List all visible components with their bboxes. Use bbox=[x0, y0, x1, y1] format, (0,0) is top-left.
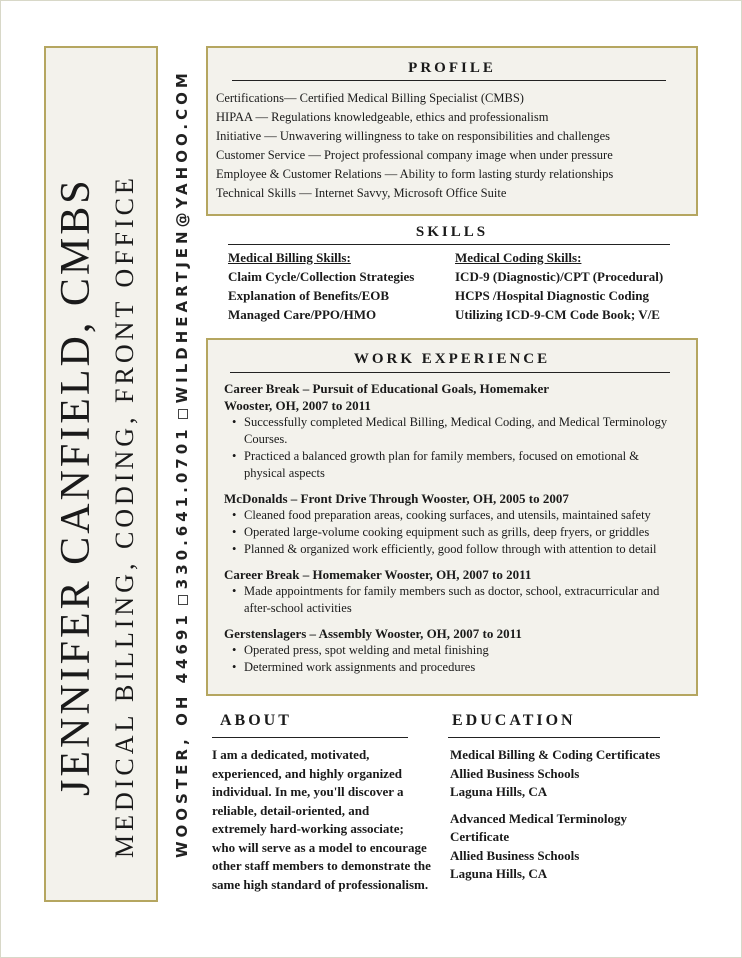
about-line: other staff members to demonstrate the bbox=[212, 858, 431, 873]
job-entry bbox=[224, 490, 680, 558]
profile-line: Employee & Customer Relations — Ability to form lasting sturdy relationships bbox=[216, 167, 614, 181]
education-line: Allied Business Schools bbox=[450, 765, 580, 781]
about-line: who will serve as a model to encourage bbox=[212, 839, 427, 855]
job-bullet: • Practiced a balanced growth plan for family members, focused on emotional & physical aspects bbox=[234, 448, 680, 482]
job-entry bbox=[224, 380, 680, 482]
work-content bbox=[224, 380, 680, 684]
skill-item: Explanation of Benefits/EOB bbox=[228, 288, 390, 303]
job-bullet: • Cleaned food preparation areas, cooking surfaces, and utensils, maintained safety bbox=[234, 507, 680, 524]
about-line: I am a dedicated, motivated, bbox=[212, 747, 370, 762]
about-body bbox=[212, 746, 448, 894]
about-line: reliable, detail-oriented, and bbox=[212, 802, 370, 818]
job-bullet: • Made appointments for family members such as doctor, school, extracurricular and after-school activities bbox=[234, 583, 680, 617]
profile-line: Technical Skills — Internet Savvy, Microsoft Office Suite bbox=[216, 186, 507, 200]
education-line: Medical Billing & Coding Certificates bbox=[450, 747, 661, 762]
job-bullet: • Operated large-volume cooking equipment such as grills, deep fryers, or griddles bbox=[234, 524, 680, 541]
education-line: Certificate bbox=[450, 829, 510, 844]
divider bbox=[212, 737, 408, 738]
profile-heading: PROFILE bbox=[408, 60, 496, 76]
work-experience-section bbox=[206, 338, 698, 696]
candidate-title: MEDICAL BILLING, CODING, FRONT OFFICE bbox=[110, 174, 139, 858]
contact-email: WILDHEARTJEN@YAHOO.COM bbox=[173, 69, 191, 404]
skill-item: Claim Cycle/Collection Strategies bbox=[228, 269, 415, 284]
job-title: Career Break – Pursuit of Educational Goals, Homemaker bbox=[224, 381, 549, 396]
job-entry bbox=[224, 566, 680, 617]
profile-line: HIPAA — Regulations knowledgeable, ethics and professionalism bbox=[216, 110, 549, 124]
divider bbox=[230, 372, 670, 373]
about-line: extremely hard-working associate; bbox=[212, 821, 404, 836]
candidate-name: JENNIFER CANFIELD, CMBS bbox=[53, 177, 99, 796]
profile-lines bbox=[216, 89, 613, 203]
divider bbox=[228, 244, 670, 245]
job-title: Gerstenslagers – Assembly Wooster, OH, 2007 to 2011 bbox=[224, 626, 522, 641]
profile-line: Initiative — Unwavering willingness to take on responsibilities and challenges bbox=[216, 129, 611, 143]
job-bullet: • Operated press, spot welding and metal finishing bbox=[234, 642, 680, 659]
skill-item: ICD-9 (Diagnostic)/CPT (Procedural) bbox=[455, 269, 664, 284]
skill-item: HCPS /Hospital Diagnostic Coding bbox=[455, 288, 649, 303]
about-line: experienced, and highly organized bbox=[212, 765, 402, 781]
education-line: Allied Business Schools bbox=[450, 847, 580, 863]
profile-line: Customer Service — Project professional company image when under pressure bbox=[216, 148, 613, 162]
work-heading: WORK EXPERIENCE bbox=[353, 351, 551, 367]
skills-heading: SKILLS bbox=[415, 224, 489, 240]
spacer bbox=[450, 802, 720, 810]
about-heading: ABOUT bbox=[220, 712, 292, 729]
divider bbox=[232, 80, 666, 81]
separator-icon bbox=[178, 409, 188, 419]
job-bullet: • Planned & organized work efficiently, good follow through with attention to detail bbox=[234, 541, 680, 558]
contact-phone: 330.641.0701 bbox=[173, 425, 191, 590]
education-line: Laguna Hills, CA bbox=[450, 784, 548, 799]
skill-item: Managed Care/PPO/HMO bbox=[228, 307, 377, 322]
job-bullet: • Determined work assignments and procedures bbox=[234, 659, 680, 676]
contact-info bbox=[173, 69, 191, 858]
education-heading: EDUCATION bbox=[452, 712, 576, 729]
billing-skills-heading: Medical Billing Skills: bbox=[228, 250, 351, 265]
profile-section bbox=[206, 46, 698, 216]
education-body bbox=[450, 746, 720, 884]
separator-icon bbox=[178, 595, 188, 605]
divider bbox=[448, 737, 660, 738]
profile-line: Certifications— Certified Medical Billing Specialist (CMBS) bbox=[216, 91, 524, 105]
job-title: McDonalds – Front Drive Through Wooster, OH, 2005 to 2007 bbox=[224, 491, 569, 506]
job-bullet: • Successfully completed Medical Billing, Medical Coding, and Medical Terminology Courses. bbox=[234, 414, 680, 448]
job-title: Career Break – Homemaker Wooster, OH, 2007 to 2011 bbox=[224, 567, 532, 582]
about-line: individual. In me, you'll discover a bbox=[212, 784, 404, 799]
skills-section bbox=[206, 220, 698, 330]
coding-skills bbox=[455, 248, 663, 324]
job-subtitle: Wooster, OH, 2007 to 2011 bbox=[224, 398, 371, 413]
skill-item: Utilizing ICD-9-CM Code Book; V/E bbox=[455, 307, 660, 322]
billing-skills bbox=[228, 248, 414, 324]
education-line: Advanced Medical Terminology bbox=[450, 810, 627, 826]
contact-location: WOOSTER, OH 44691 bbox=[173, 611, 191, 858]
coding-skills-heading: Medical Coding Skills: bbox=[455, 250, 582, 265]
education-line: Laguna Hills, CA bbox=[450, 866, 548, 881]
job-entry bbox=[224, 625, 680, 676]
about-line: same high standard of professionalism. bbox=[212, 876, 429, 892]
